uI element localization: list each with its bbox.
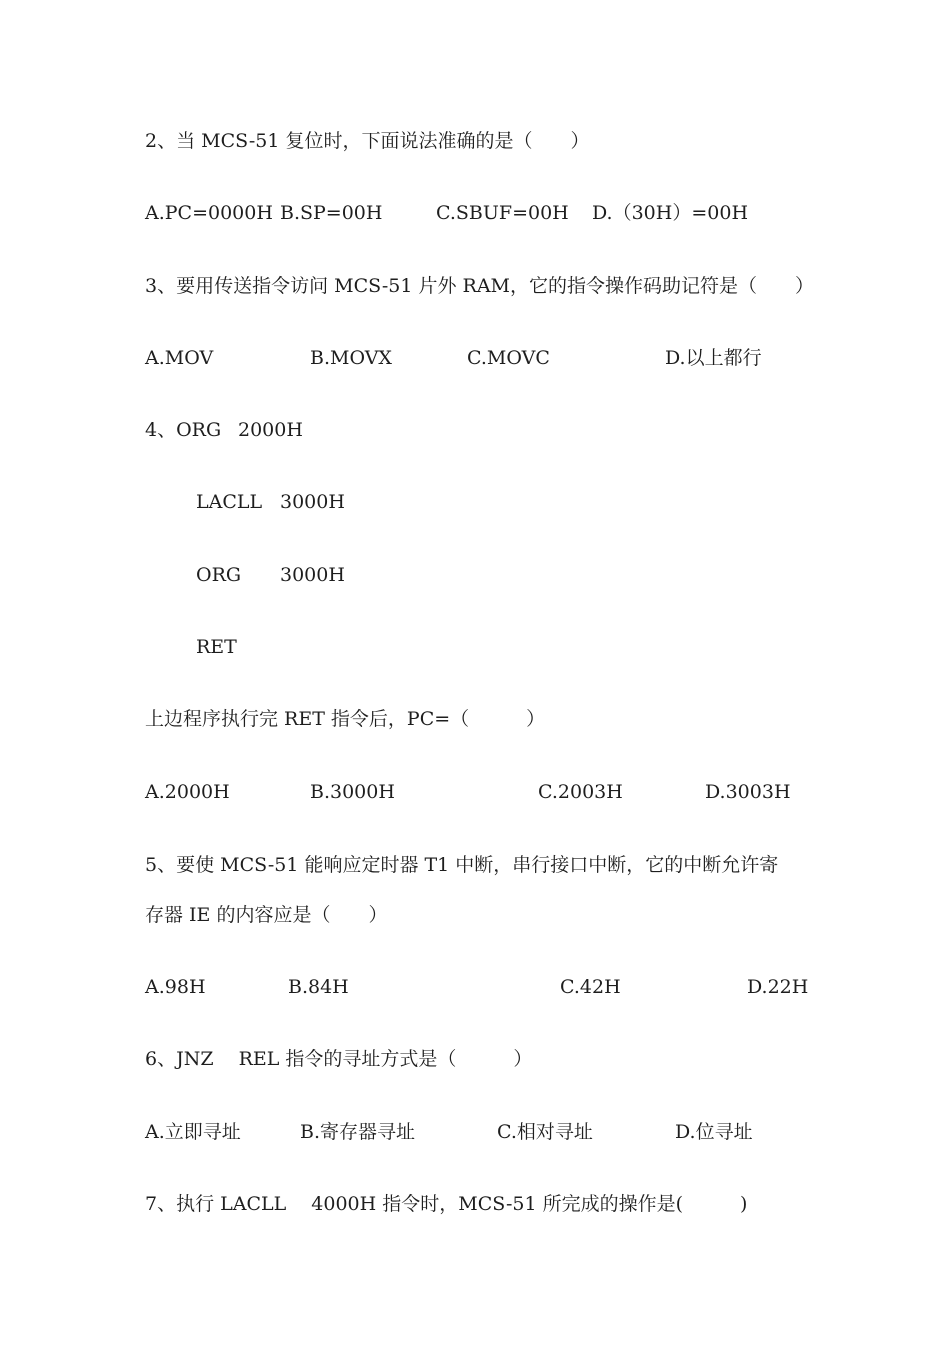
question-5-stem-line-1: 5、要使 MCS-51 能响应定时器 T1 中断，串行接口中断，它的中断允许寄 <box>145 854 779 876</box>
question-6-option-d: D.位寻址 <box>675 1121 753 1143</box>
question-4-option-c: C.2003H <box>538 781 623 803</box>
code-line-2-arg: 3000H <box>280 564 345 586</box>
question-3-option-b: B.MOVX <box>310 347 392 369</box>
question-5-option-a: A.98H <box>145 976 206 998</box>
question-4-option-b: B.3000H <box>310 781 395 803</box>
question-6-option-c: C.相对寻址 <box>497 1121 593 1143</box>
question-3-stem: 3、要用传送指令访问 MCS-51 片外 RAM，它的指令操作码助记符是（ ） <box>145 275 814 297</box>
question-7-stem: 7、执行 LACLL 4000H 指令时，MCS-51 所完成的操作是( ) <box>145 1193 748 1215</box>
question-3-option-d: D.以上都行 <box>665 347 762 369</box>
question-5-option-c: C.42H <box>560 976 621 998</box>
code-line-2-op: ORG <box>196 564 242 586</box>
question-3-option-c: C.MOVC <box>467 347 550 369</box>
question-4-question: 上边程序执行完 RET 指令后，PC=（ ） <box>145 708 546 730</box>
question-5-option-b: B.84H <box>288 976 349 998</box>
code-line-1-arg: 3000H <box>280 491 345 513</box>
question-2-option-a: A.PC=0000H <box>145 202 273 224</box>
question-2-option-d: D.（30H）=00H <box>592 202 749 224</box>
code-line-3-op: RET <box>196 636 237 658</box>
question-4-stem-prefix: 4、ORG <box>145 419 222 441</box>
question-6-stem: 6、JNZ REL 指令的寻址方式是（ ） <box>145 1048 533 1070</box>
question-4-stem-operand: 2000H <box>238 419 303 441</box>
question-6-option-a: A.立即寻址 <box>145 1121 241 1143</box>
question-5-stem-line-2: 存器 IE 的内容应是（ ） <box>145 904 388 926</box>
question-4-option-a: A.2000H <box>145 781 230 803</box>
question-5-option-d: D.22H <box>747 976 809 998</box>
question-6-option-b: B.寄存器寻址 <box>300 1121 416 1143</box>
question-2-option-c: C.SBUF=00H <box>436 202 569 224</box>
question-2-stem: 2、当 MCS-51 复位时，下面说法准确的是（ ） <box>145 130 590 152</box>
question-3-option-a: A.MOV <box>145 347 214 369</box>
question-4-option-d: D.3003H <box>705 781 791 803</box>
question-2-option-b: B.SP=00H <box>280 202 383 224</box>
code-line-1-op: LACLL <box>196 491 263 513</box>
